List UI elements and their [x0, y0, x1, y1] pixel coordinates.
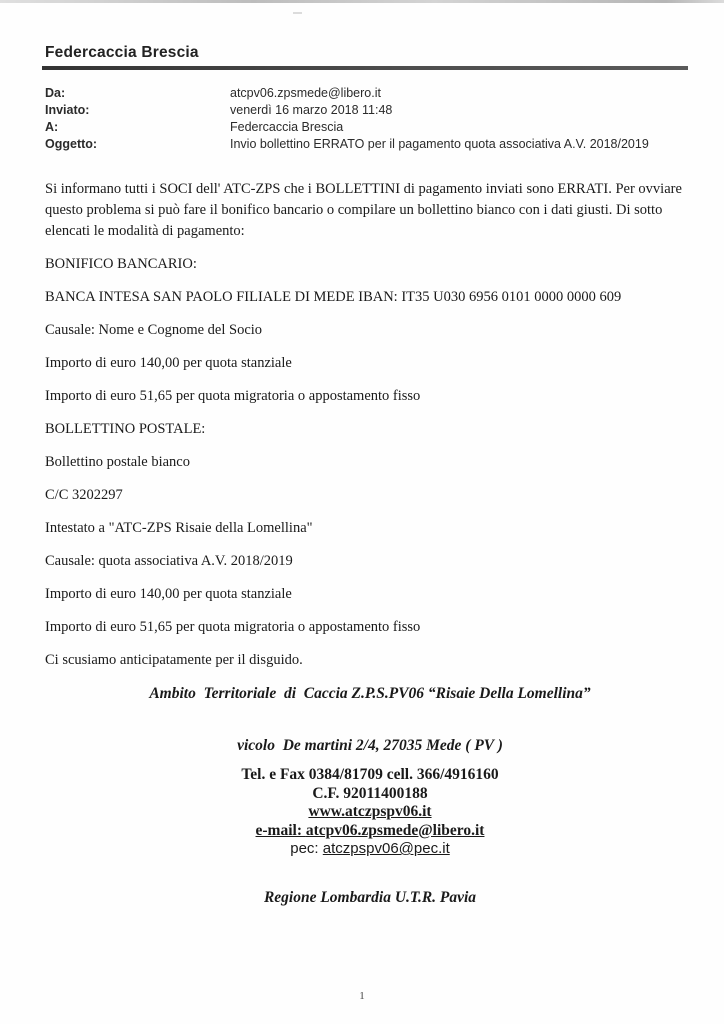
- signature-email-line: [45, 822, 695, 841]
- to-label: A:: [45, 120, 59, 134]
- signature-website-link: www.atczpspv06.it: [308, 803, 432, 820]
- email-header-row-from: [45, 85, 692, 102]
- signature-fiscal-code: C.F. 92011400188: [312, 784, 428, 802]
- email-header-row-to: [45, 119, 692, 136]
- signature-org-name: Ambito Territoriale di Caccia Z.P.S.PV06 “Risaie Della Lomellina”: [149, 685, 591, 702]
- to-value: Federcaccia Brescia: [230, 120, 344, 134]
- signature-address: vicolo De martini 2/4, 27035 Mede ( PV ): [237, 737, 503, 754]
- signature-pec-line: [45, 840, 695, 859]
- body-paragraph-apology: Ci scusiamo anticipatamente per il disguido.: [45, 652, 303, 668]
- body-paragraph-account-number: C/C 3202297: [45, 487, 123, 503]
- body-paragraph-amount-migratoria-1: Importo di euro 51,65 per quota migratoria o appostamento fisso: [45, 388, 421, 404]
- header-divider-rule: [42, 66, 688, 70]
- sent-value: venerdì 16 marzo 2018 11:48: [230, 103, 393, 117]
- signature-pec-link: atczpspv06@pec.it: [322, 840, 450, 857]
- email-header-block: [45, 85, 692, 153]
- page-number: 1: [359, 990, 365, 1002]
- signature-region: Regione Lombardia U.T.R. Pavia: [263, 888, 477, 906]
- signature-email-link: atcpv06.zpsmede@libero.it: [305, 821, 485, 839]
- signature-pec-label: pec:: [290, 840, 323, 857]
- sent-label: Inviato:: [45, 103, 90, 117]
- signature-email-label: e-mail:: [255, 821, 306, 839]
- body-paragraph-payee: Intestato a "ATC-ZPS Risaie della Lomellina": [45, 520, 313, 536]
- subject-value: Invio bollettino ERRATO per il pagamento quota associativa A.V. 2018/2019: [230, 137, 649, 151]
- signature-block: [45, 683, 695, 908]
- subject-label: Oggetto:: [45, 137, 98, 151]
- email-body: [45, 179, 695, 671]
- signature-contact-block: [45, 766, 695, 859]
- body-paragraph-bank-transfer-heading: BONIFICO BANCARIO:: [45, 256, 197, 272]
- sender-organization-title: Federcaccia Brescia: [45, 44, 199, 61]
- from-label: Da:: [45, 86, 66, 100]
- email-header-row-subject: [45, 136, 692, 153]
- body-paragraph-amount-stanziale-1: Importo di euro 140,00 per quota stanziale: [45, 355, 292, 371]
- scan-dash-artifact: [293, 12, 302, 14]
- from-value: atcpv06.zpsmede@libero.it: [230, 86, 381, 100]
- scan-edge-artifact: [0, 0, 724, 3]
- body-paragraph-postal-heading: BOLLETTINO POSTALE:: [45, 421, 206, 437]
- body-paragraph-amount-stanziale-2: Importo di euro 140,00 per quota stanziale: [45, 586, 292, 602]
- email-header-row-sent: [45, 102, 692, 119]
- body-paragraph-amount-migratoria-2: Importo di euro 51,65 per quota migratoria o appostamento fisso: [45, 619, 421, 635]
- signature-phone-fax: Tel. e Fax 0384/81709 cell. 366/4916160: [241, 766, 499, 783]
- body-paragraph-postal-blank: Bollettino postale bianco: [45, 454, 190, 470]
- body-paragraph-causale-bank: Causale: Nome e Cognome del Socio: [45, 322, 263, 338]
- body-paragraph-iban: BANCA INTESA SAN PAOLO FILIALE DI MEDE IBAN: IT35 U030 6956 0101 0000 0000 609: [45, 289, 622, 305]
- body-paragraph-intro: Si informano tutti i SOCI dell' ATC-ZPS che i BOLLETTINI di pagamento inviati sono ERRATI. Per ovviare questo problema si può fare il bonifico bancario o compilare un bollettino bianco con i dati giusti. Di sotto elencati le modalità di pagamento:: [45, 181, 682, 239]
- body-paragraph-causale-postal: Causale: quota associativa A.V. 2018/2019: [45, 553, 293, 569]
